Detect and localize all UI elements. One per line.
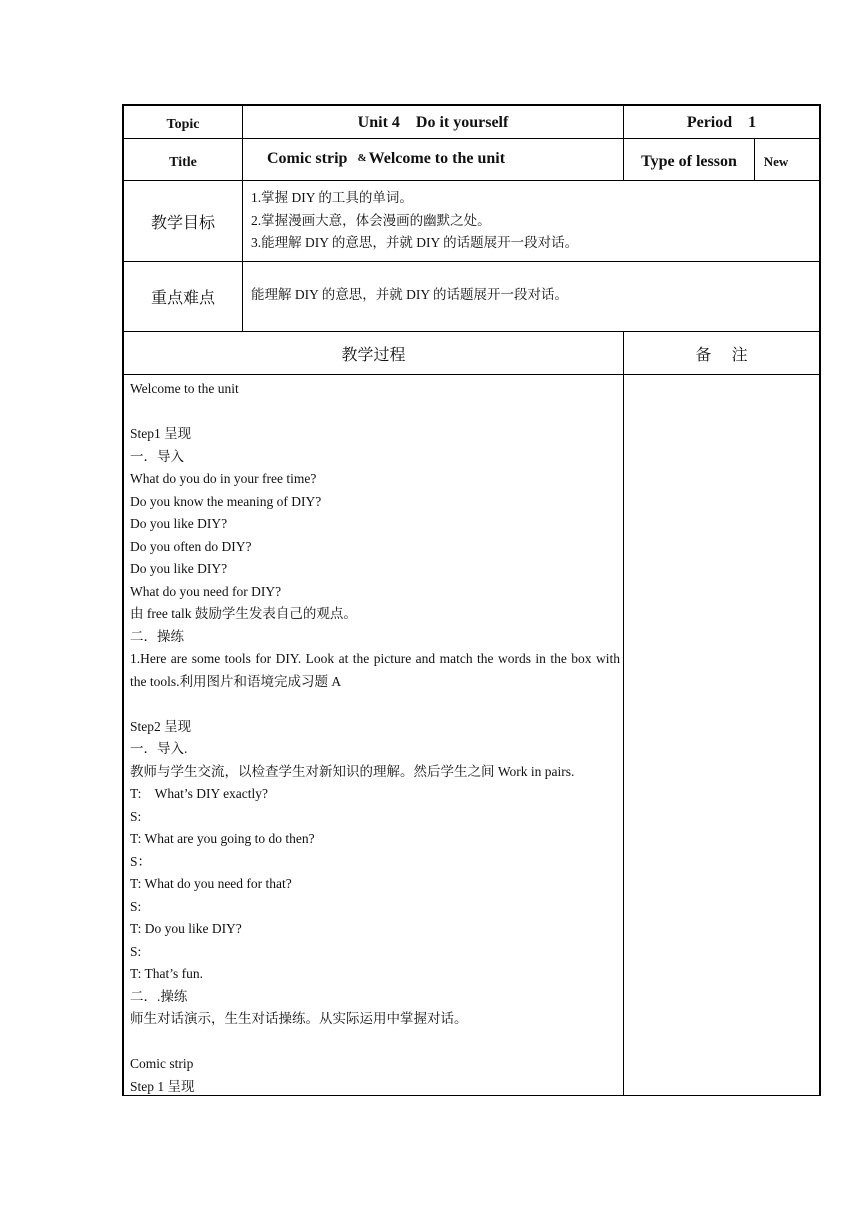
process-line: T: What do you need for that? <box>130 876 292 891</box>
process-line: 二．操练 <box>130 628 184 644</box>
title-label: Title <box>169 155 197 170</box>
process-line: 一．导入 <box>130 448 184 464</box>
topic-label: Topic <box>166 117 200 132</box>
process-line: Do you like DIY? <box>130 516 228 531</box>
process-line: T: Do you like DIY? <box>130 921 242 936</box>
goals-label: 教学目标 <box>150 212 215 232</box>
goal-item: 1.掌握 DIY 的工具的单词。 <box>251 190 413 205</box>
goal-item: 2.掌握漫画大意，体会漫画的幽默之处。 <box>251 212 491 228</box>
goal-item: 3.能理解 DIY 的意思，并就 DIY 的话题展开一段对话。 <box>251 235 579 250</box>
process-line: Welcome to the unit <box>130 381 239 396</box>
title-value-welcome: Welcome to the unit <box>368 150 506 167</box>
process-line: What do you do in your free time? <box>130 471 317 486</box>
process-line: Step2 呈现 <box>130 718 192 734</box>
process-line: 由 free talk 鼓励学生发表自己的观点。 <box>130 606 357 621</box>
process-line: Step1 呈现 <box>130 426 192 441</box>
period-value: 1 <box>748 114 757 131</box>
process-line: Comic strip <box>130 1056 194 1071</box>
process-line: Do you know the meaning of DIY? <box>130 493 322 509</box>
process-body <box>130 378 620 1098</box>
table-border-right <box>819 104 821 1096</box>
process-header: 教学过程 <box>341 344 406 364</box>
key-points-text: 能理解 DIY 的意思，并就 DIY 的话题展开一段对话。 <box>251 287 568 302</box>
process-line: 二．.操练 <box>130 988 188 1004</box>
process-line: What do you need for DIY? <box>130 583 282 599</box>
process-line: 一．导入. <box>130 741 188 756</box>
goals-list <box>251 187 578 255</box>
process-line: T: That’s fun. <box>130 966 203 981</box>
topic-value: Unit 4 Do it yourself <box>357 114 509 131</box>
process-line: S： <box>130 853 152 869</box>
lesson-type-label: Type of lesson <box>641 153 737 170</box>
process-line: S: <box>130 943 142 959</box>
ampersand: & <box>357 152 367 164</box>
blank-line <box>130 1031 620 1054</box>
lesson-type-value: New <box>763 154 789 169</box>
blank-line <box>130 401 620 424</box>
title-value-cell <box>267 150 505 172</box>
blank-line <box>130 693 620 716</box>
process-line: T: What are you going to do then? <box>130 831 315 846</box>
process-line: S: <box>130 808 142 824</box>
process-line: T: What’s DIY exactly? <box>130 786 269 801</box>
process-line: Do you often do DIY? <box>130 538 252 554</box>
process-line: 教师与学生交流，以检查学生对新知识的理解。然后学生之间 Work in pairs. <box>130 763 575 779</box>
process-line: 1.Here are some tools for DIY. Look at the picture and match the words in the box with the tools.利用图片和语境完成习题 A <box>130 651 620 689</box>
process-line: Do you like DIY? <box>130 561 228 576</box>
notes-header: 备 注 <box>695 344 748 364</box>
column-divider <box>623 331 624 1096</box>
process-line: 师生对话演示，生生对话操练。从实际运用中掌握对话。 <box>130 1011 468 1026</box>
title-value-comic: Comic strip <box>267 150 348 167</box>
period-label-cell <box>624 106 819 140</box>
process-line: Step 1 呈现 <box>130 1078 195 1094</box>
row-divider <box>122 374 821 375</box>
key-points-label: 重点难点 <box>150 288 215 307</box>
period-label: Period <box>686 114 733 131</box>
process-line: S: <box>130 898 142 914</box>
